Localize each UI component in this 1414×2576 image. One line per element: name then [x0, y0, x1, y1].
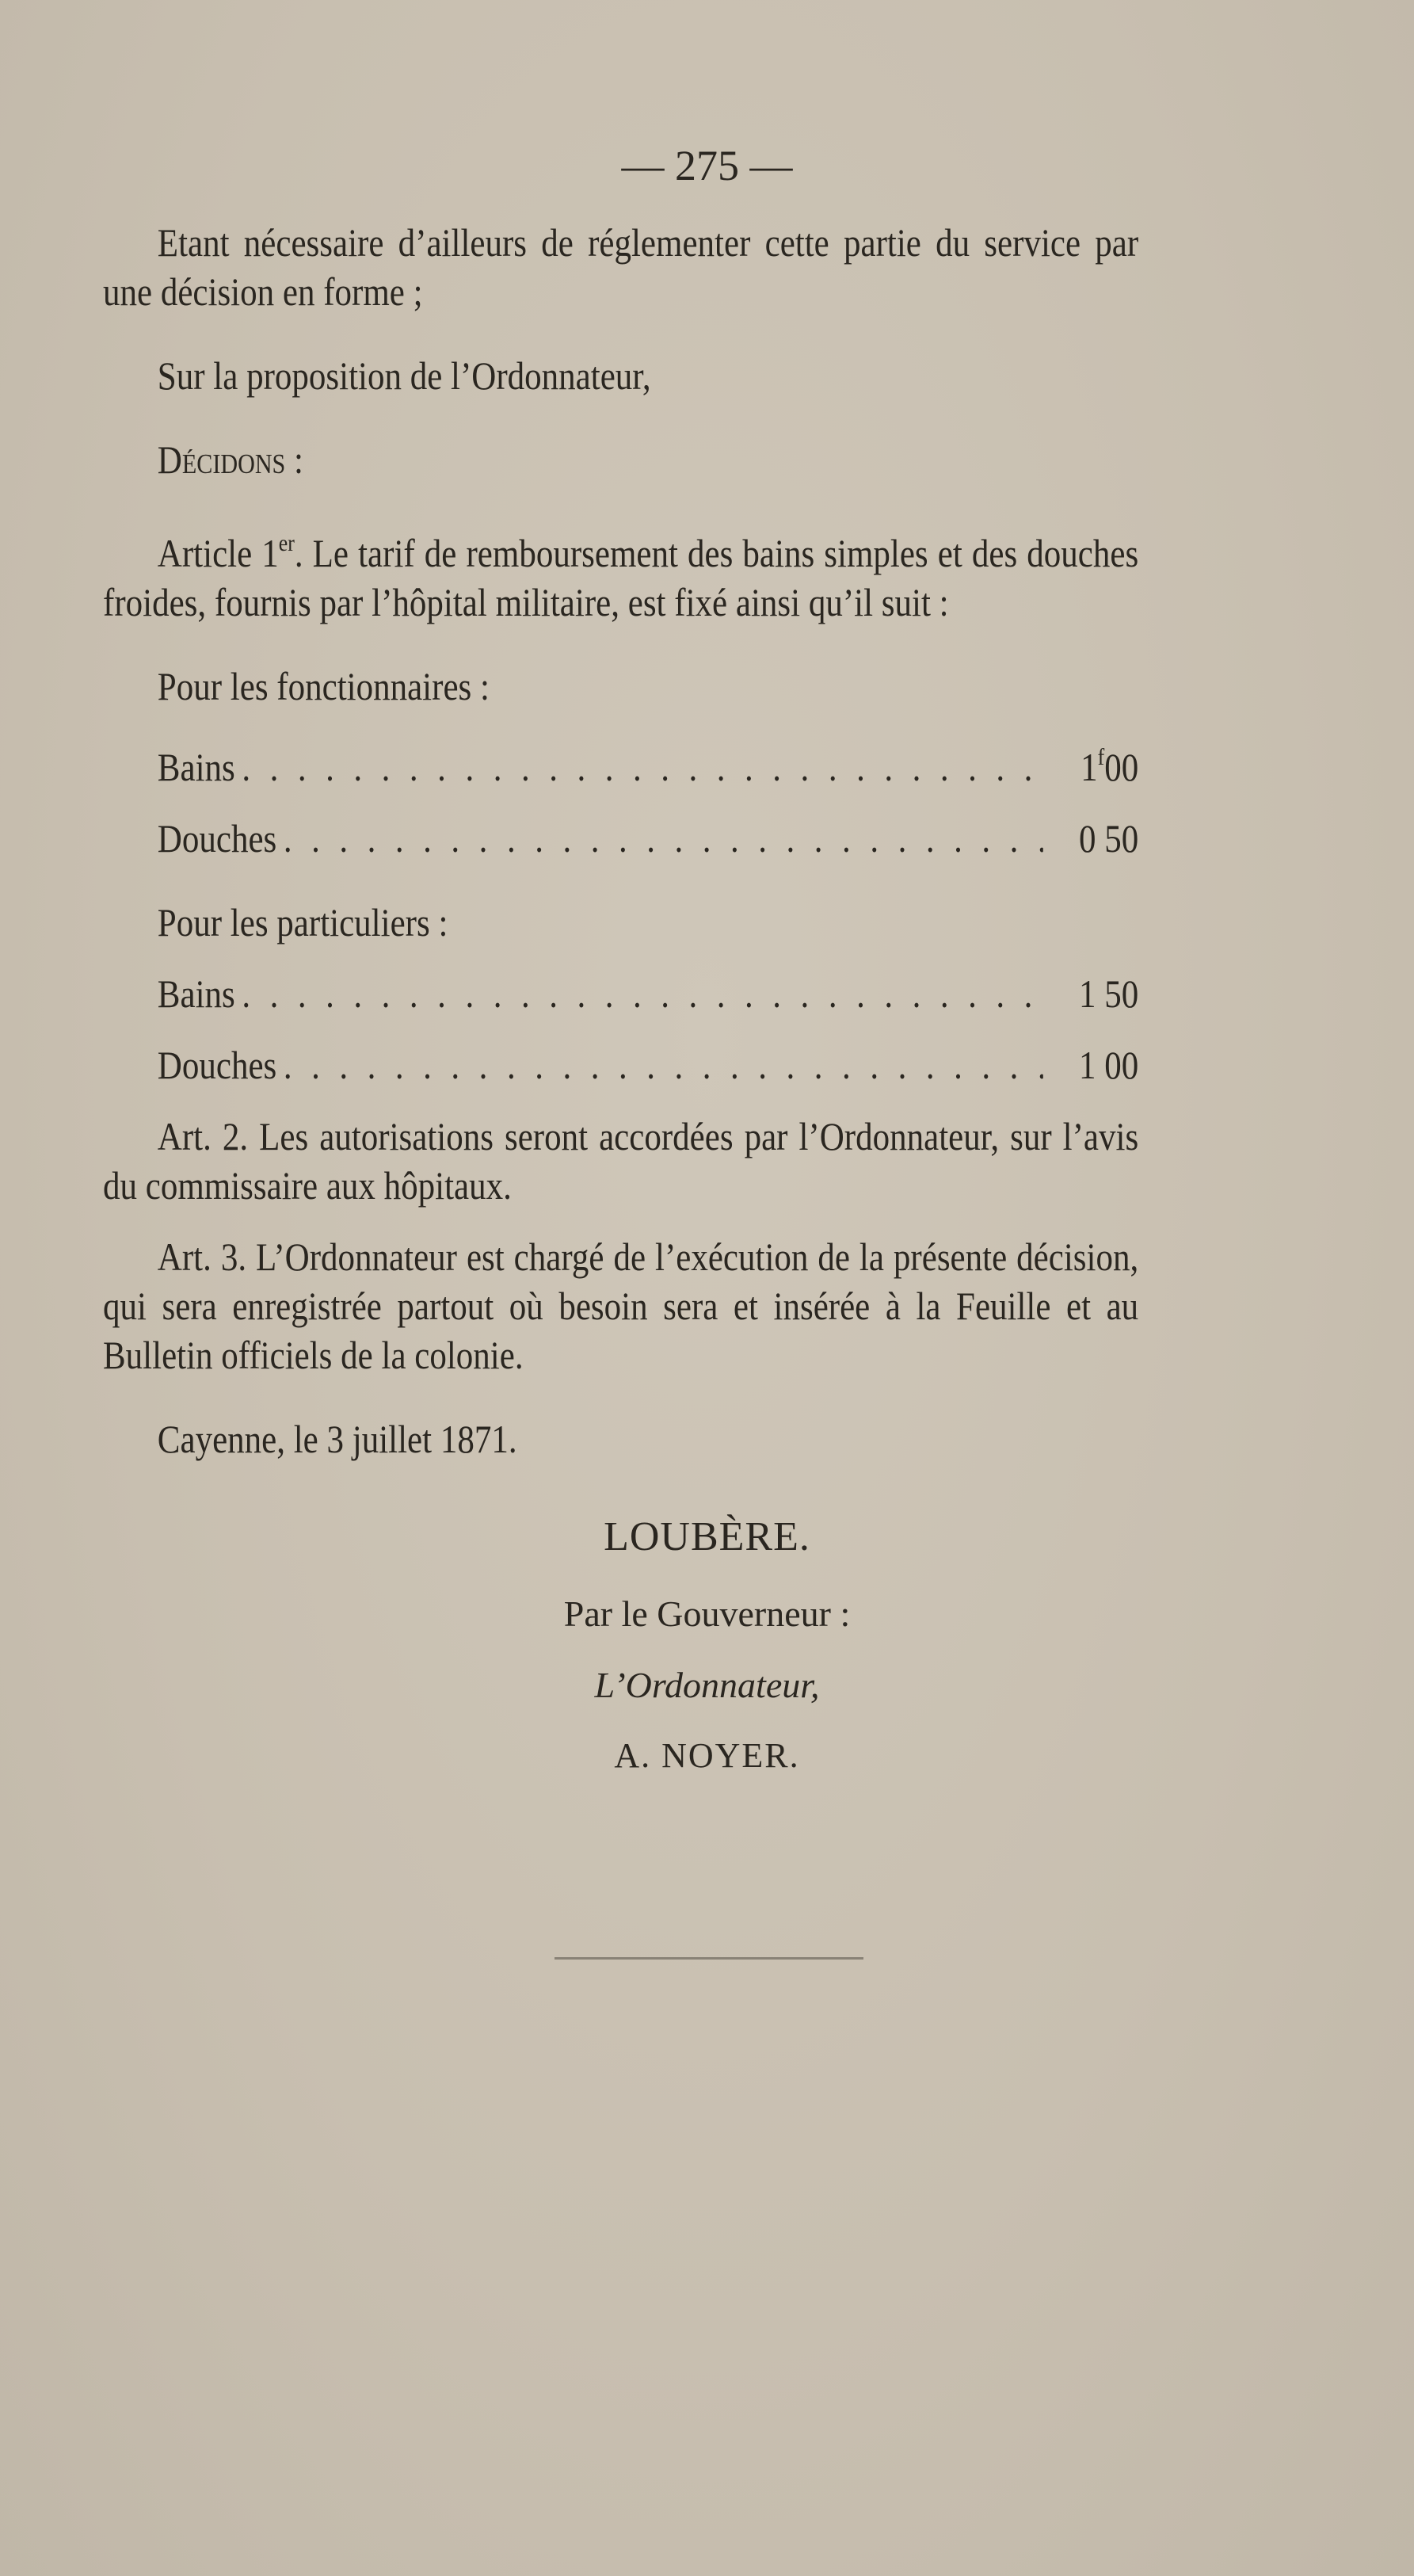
document-body	[103, 218, 1138, 1464]
tariff-label: Douches	[157, 816, 277, 861]
date-line: Cayenne, le 3 juillet 1871.	[157, 1417, 517, 1461]
amount-rest: 00	[1104, 745, 1139, 789]
paragraph-proposition: Sur la proposition de l’Ordonnateur,	[157, 353, 651, 398]
amount-unit: f	[1097, 744, 1105, 770]
tariff-row	[103, 733, 1138, 792]
article-1-superscript: er	[278, 530, 295, 556]
leader-dots	[284, 1040, 1043, 1090]
tariff-row	[103, 814, 1138, 863]
amount-main: 1	[1081, 745, 1098, 789]
tariff-row	[103, 1040, 1138, 1090]
signature-role: L’Ordonnateur,	[594, 1665, 820, 1705]
article-1-prefix: Article 1	[157, 531, 279, 575]
tariff-amount: 1 00	[1078, 1043, 1139, 1087]
paragraph-article-2: Art. 2. Les autorisations seront accordées par l’Ordonnateur, sur l’avis du commissaire aux hôpitaux.	[103, 1114, 1139, 1208]
paragraph-decidons: Décidons :	[157, 437, 304, 482]
article-1-text: . Le tarif de remboursement des bains simples et des douches froides, fournis par l’hôpital militaire, est fixé ainsi qu’il suit :	[103, 531, 1139, 624]
tariff-amount: 0 50	[1078, 816, 1139, 861]
leader-dots	[284, 814, 1043, 863]
leader-dots	[242, 969, 1042, 1018]
paragraph-etant: Etant nécessaire d’ailleurs de réglementer cette partie du service par une décision en forme ;	[103, 220, 1139, 314]
tariff-amount	[1050, 733, 1138, 792]
tariff-row	[103, 969, 1138, 1018]
paragraph-article-3: Art. 3. L’Ordonnateur est chargé de l’exécution de la présente décision, qui sera enregistrée partout où besoin sera et insérée à la Feuille et au Bulletin officiels de la colonie.	[103, 1235, 1139, 1377]
heading-particuliers: Pour les particuliers :	[157, 900, 448, 945]
tariff-amount: 1 50	[1078, 971, 1139, 1016]
leader-dots	[242, 742, 1042, 792]
signature-name-2: A. NOYER.	[614, 1736, 800, 1775]
paragraph-article-1	[103, 519, 1138, 627]
signature-by: Par le Gouverneur :	[563, 1593, 851, 1634]
signature-name: LOUBÈRE.	[604, 1514, 810, 1559]
tariff-label: Bains	[157, 971, 235, 1016]
page-number: — 275 —	[621, 142, 793, 189]
heading-fonctionnaires: Pour les fonctionnaires :	[157, 664, 490, 708]
tariff-label: Douches	[157, 1043, 277, 1087]
closing-rule	[555, 1957, 863, 1960]
tariff-label: Bains	[157, 745, 235, 789]
